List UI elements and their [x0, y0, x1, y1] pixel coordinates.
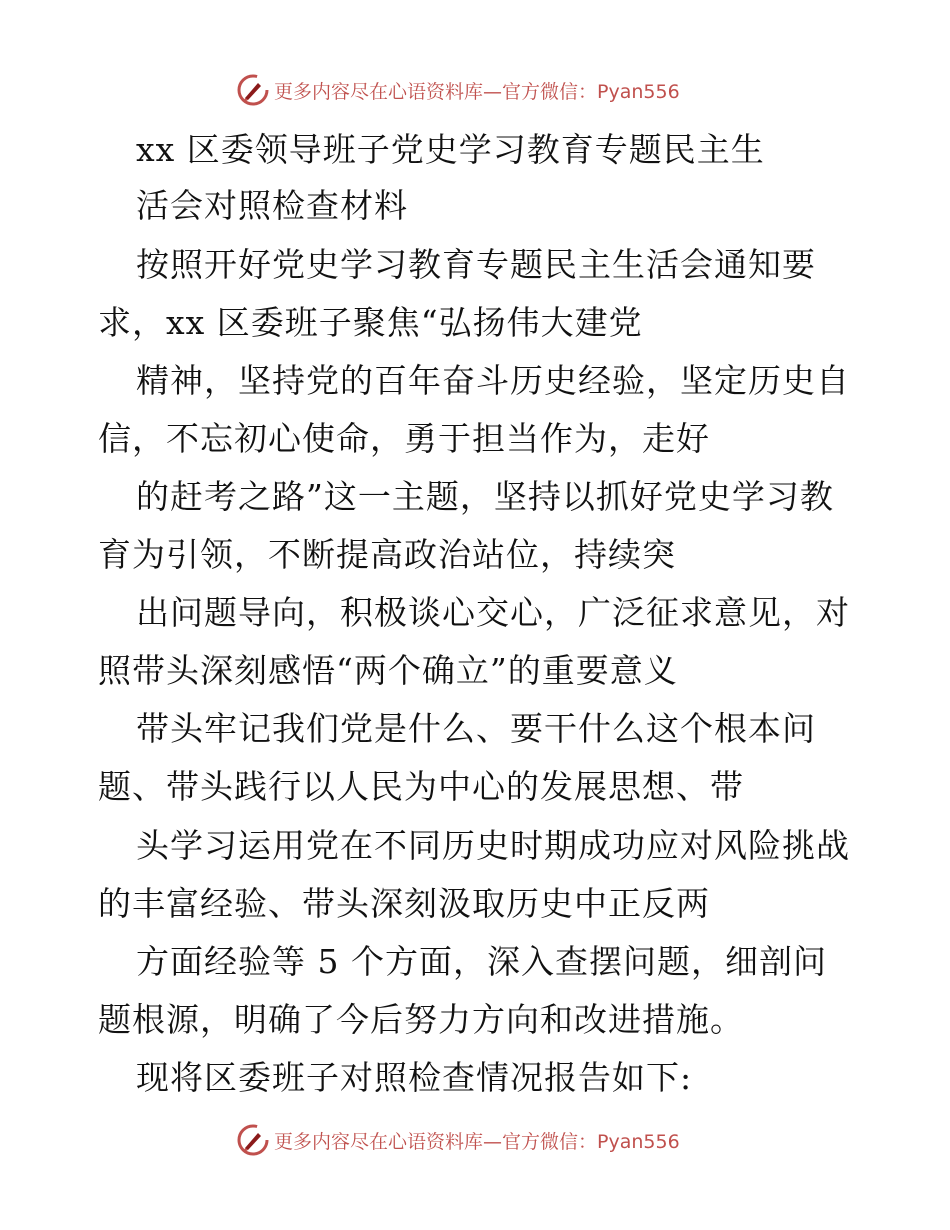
header-banner-text: 更多内容尽在心语资料库—官方微信：Pyan556 [274, 80, 680, 103]
paragraph-line: 现将区委班子对照检查情况报告如下: [136, 1058, 693, 1097]
paragraph-line: 题根源，明确了今后努力方向和改进措施。 [98, 1000, 744, 1039]
paragraph-line: 育为引领，不断提高政治站位，持续突 [98, 535, 676, 574]
paragraph-line: 信，不忘初心使命，勇于担当作为，走好 [98, 419, 710, 458]
paragraph-line: 照带头深刻感悟“两个确立”的重要意义 [98, 651, 678, 690]
paragraph-line: 方面经验等 5 个方面，深入查摆问题，细剖问 [136, 942, 827, 981]
pen-logo-icon [236, 1123, 270, 1157]
paragraph-line: 出问题导向，积极谈心交心，广泛征求意见，对 [136, 593, 850, 632]
paragraph-line: 头学习运用党在不同历史时期成功应对风险挑战 [136, 826, 850, 865]
document-title-line-2: 活会对照检查材料 [136, 186, 408, 225]
paragraph-line: 求，xx 区委班子聚焦“弘扬伟大建党 [98, 303, 643, 342]
document-title-line-1: xx 区委领导班子党史学习教育专题民主生 [136, 130, 765, 169]
paragraph-line: 精神，坚持党的百年奋斗历史经验，坚定历史自 [136, 361, 850, 400]
paragraph-line: 的赶考之路”这一主题，坚持以抓好党史学习教 [136, 477, 834, 516]
paragraph-line: 带头牢记我们党是什么、要干什么这个根本问 [136, 709, 816, 748]
paragraph-line: 的丰富经验、带头深刻汲取历史中正反两 [98, 884, 710, 923]
footer-banner-text: 更多内容尽在心语资料库—官方微信：Pyan556 [274, 1130, 680, 1153]
footer-banner [236, 1122, 716, 1158]
paragraph-line: 题、带头践行以人民为中心的发展思想、带 [98, 767, 744, 806]
paragraph-line: 按照开好党史学习教育专题民主生活会通知要 [136, 245, 816, 284]
